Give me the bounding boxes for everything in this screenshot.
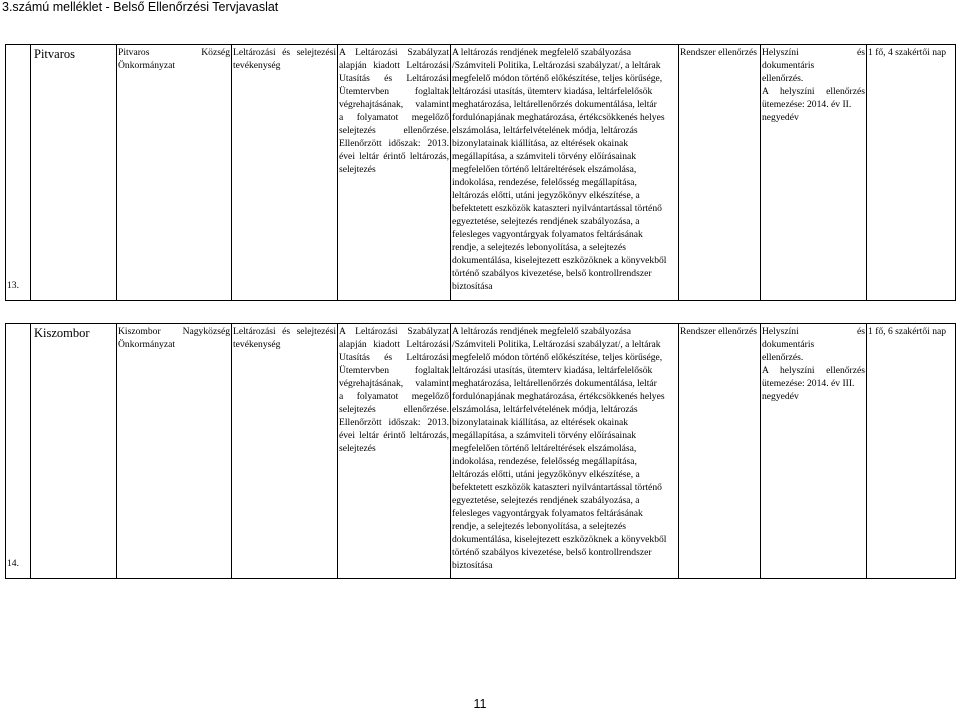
scope-line: leltározás előtti, utáni jegyzőkönyv elkészítése, a <box>452 469 640 480</box>
scope-line: bizonylatainak kiállítása, az eltérések okainak <box>452 417 629 428</box>
scope-line: egyeztetése, selejtezés rendjének szabályozása, a <box>452 216 640 227</box>
area-line: tevékenység <box>233 339 281 350</box>
scope-line: fordulónapjának meghatározása, értékcsökkenés helyes <box>452 112 665 123</box>
method-line: negyedév <box>762 391 799 402</box>
scope-line: biztosítása <box>452 560 493 571</box>
scope-line: megállapítása, a számviteli törvény előírásainak <box>452 430 637 441</box>
objective-line: A Leltározási Szabályzat <box>339 326 449 337</box>
scope-line: megfelelő módon történő előkészítése, teljes körűsége, <box>452 352 663 363</box>
area-line: Leltározási és selejtezési <box>233 326 336 337</box>
scope-line: dokumentálása, kiselejtezett eszközöknek a könyvekből <box>452 534 667 545</box>
audit-method <box>761 324 867 579</box>
scope-line: indokolása, rendezése, felelősség megállapítása, <box>452 456 637 467</box>
objective-line: Ellenőrzött időszak: 2013. <box>339 138 449 149</box>
settlement-type: Község <box>201 47 230 58</box>
scope-line: rendje, a selejtezés lebonyolítása, a selejtezés <box>452 242 626 253</box>
audit-scope <box>451 324 679 579</box>
audit-method <box>761 45 867 301</box>
scope-line: történő szabályos kivezetése, belső kontrollrendszer <box>452 547 652 558</box>
objective-line: évei leltár érintő leltározás, <box>339 151 449 162</box>
audit-plan-table-row-13 <box>5 44 956 301</box>
scope-line: indokolása, rendezése, felelősség megállapítása, <box>452 177 637 188</box>
objective-line: Ütemtervben foglaltak <box>339 365 449 376</box>
objective-line: Utasítás és Leltározási <box>339 352 449 363</box>
method-line: Helyszíni és <box>762 47 865 58</box>
method-line: ellenőrzés. <box>762 73 804 84</box>
row-index: 14. <box>6 324 31 579</box>
auditee-entity <box>117 324 232 579</box>
audit-objective <box>338 45 451 301</box>
method-line: dokumentáris <box>762 60 815 71</box>
scope-line: bizonylatainak kiállítása, az eltérések okainak <box>452 138 629 149</box>
resources: 1 fő, 6 szakértői nap <box>867 324 956 579</box>
audit-objective <box>338 324 451 579</box>
scope-line: megfelelően történő leltáreltérések elszámolása, <box>452 164 637 175</box>
area-line: Leltározási és selejtezési <box>233 47 336 58</box>
method-line: ütemezése: 2014. év II. <box>762 99 852 110</box>
area-line: tevékenység <box>233 60 281 71</box>
scope-line: egyeztetése, selejtezés rendjének szabályozása, a <box>452 495 640 506</box>
entity-line: Kiszombor <box>118 326 161 337</box>
scope-line: biztosítása <box>452 281 493 292</box>
scope-line: meghatározása, leltárellenőrzés dokumentálása, leltár <box>452 378 657 389</box>
scope-line: felesleges vagyontárgyak folyamatos feltárásának <box>452 229 643 240</box>
objective-line: selejtezés <box>339 443 376 454</box>
control-type: Rendszer ellenőrzés <box>679 324 761 579</box>
scope-line: /Számviteli Politika, Leltározási szabályzat/, a leltárak <box>452 60 661 71</box>
audit-area <box>232 45 338 301</box>
objective-line: selejtezés <box>339 164 376 175</box>
audit-plan-table-row-14 <box>5 323 956 579</box>
objective-line: selejtezés ellenőrzése. <box>339 125 449 136</box>
settlement-type: Nagyközség <box>182 326 230 337</box>
scope-line: leltározási utasítás, ütemterv kiadása, leltárfelelősök <box>452 86 653 97</box>
entity-line: Önkormányzat <box>118 60 176 71</box>
scope-line: felesleges vagyontárgyak folyamatos feltárásának <box>452 508 643 519</box>
control-type: Rendszer ellenőrzés <box>679 45 761 301</box>
scope-line: A leltározás rendjének megfelelő szabályozása <box>452 326 631 337</box>
audit-scope <box>451 45 679 301</box>
objective-line: végrehajtásának, valamint <box>339 378 449 389</box>
objective-line: Ütemtervben foglaltak <box>339 86 449 97</box>
method-line: A helyszíni ellenőrzés <box>762 86 865 97</box>
scope-line: megállapítása, a számviteli törvény előírásainak <box>452 151 637 162</box>
resources: 1 fő, 4 szakértői nap <box>867 45 956 301</box>
objective-line: Utasítás és Leltározási <box>339 73 449 84</box>
auditee-entity <box>117 45 232 301</box>
scope-line: elszámolása, leltárfelvételének módja, leltározás <box>452 404 638 415</box>
objective-line: selejtezés ellenőrzése. <box>339 404 449 415</box>
objective-line: évei leltár érintő leltározás, <box>339 430 449 441</box>
objective-line: A Leltározási Szabályzat <box>339 47 449 58</box>
scope-line: A leltározás rendjének megfelelő szabályozása <box>452 47 631 58</box>
document-header: 3.számú melléklet - Belső Ellenőrzési Tervjavaslat <box>2 0 279 14</box>
entity-line: Pitvaros <box>118 47 150 58</box>
scope-line: megfelelő módon történő előkészítése, teljes körűsége, <box>452 73 663 84</box>
method-line: ellenőrzés. <box>762 352 804 363</box>
objective-line: a folyamatot megelőző <box>339 391 449 402</box>
scope-line: rendje, a selejtezés lebonyolítása, a selejtezés <box>452 521 626 532</box>
scope-line: történő szabályos kivezetése, belső kontrollrendszer <box>452 268 652 279</box>
scope-line: /Számviteli Politika, Leltározási szabályzat/, a leltárak <box>452 339 661 350</box>
audit-area <box>232 324 338 579</box>
objective-line: Ellenőrzött időszak: 2013. <box>339 417 449 428</box>
scope-line: megfelelően történő leltáreltérések elszámolása, <box>452 443 637 454</box>
page-number: 11 <box>473 697 487 711</box>
scope-line: elszámolása, leltárfelvételének módja, leltározás <box>452 125 638 136</box>
objective-line: alapján kiadott Leltározási <box>339 60 449 71</box>
scope-line: leltározás előtti, utáni jegyzőkönyv elkészítése, a <box>452 190 640 201</box>
method-line: A helyszíni ellenőrzés <box>762 365 865 376</box>
table-row <box>6 324 956 579</box>
entity-line: Önkormányzat <box>118 339 176 350</box>
table-row <box>6 45 956 301</box>
objective-line: végrehajtásának, valamint <box>339 99 449 110</box>
objective-line: alapján kiadott Leltározási <box>339 339 449 350</box>
method-line: Helyszíni és <box>762 326 865 337</box>
method-line: negyedév <box>762 112 799 123</box>
scope-line: dokumentálása, kiselejtezett eszközöknek a könyvekből <box>452 255 667 266</box>
scope-line: befektetett eszközök kataszteri nyilvántartással történő <box>452 203 662 214</box>
scope-line: befektetett eszközök kataszteri nyilvántartással történő <box>452 482 662 493</box>
method-line: dokumentáris <box>762 339 815 350</box>
scope-line: fordulónapjának meghatározása, értékcsökkenés helyes <box>452 391 665 402</box>
auditee-name: Pitvaros <box>31 45 117 301</box>
scope-line: meghatározása, leltárellenőrzés dokumentálása, leltár <box>452 99 657 110</box>
scope-line: leltározási utasítás, ütemterv kiadása, leltárfelelősök <box>452 365 653 376</box>
objective-line: a folyamatot megelőző <box>339 112 449 123</box>
row-index: 13. <box>6 45 31 301</box>
auditee-name: Kiszombor <box>31 324 117 579</box>
method-line: ütemezése: 2014. év III. <box>762 378 855 389</box>
